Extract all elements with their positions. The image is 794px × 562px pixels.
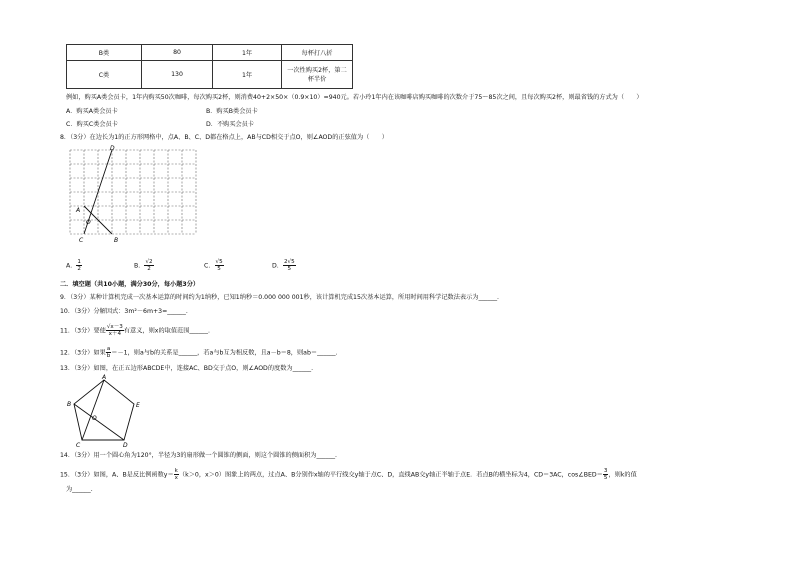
fraction: $\frac{a}{b}$ (106, 346, 111, 359)
table-cell: 80 (142, 45, 213, 61)
label-b: B (67, 401, 72, 408)
label-a: A (102, 374, 107, 381)
option-b: B．购买B类会员卡 (206, 108, 258, 115)
fraction: $\frac{2√5}{5}$ (283, 259, 295, 272)
option-d: D．不购买会员卡 (206, 121, 255, 128)
option-c: C．购买C类会员卡 (66, 121, 118, 128)
question-9: 9．（3分）某种计算机完成一次基本运算的时间约为1纳秒，已知1纳秒＝0.000 000 001秒，该计算机完成15次基本运算，所用时间用科学记数法表示为______. (60, 294, 500, 301)
example-text: 例如，购买A类会员卡，1年内购买50次咖啡，每次购买2杯，则消费40+2×50×（0.9×10）=940元。若小玲1年内在该咖啡店购买咖啡的次数介于75～85次之间，且每次购买2杯，则最省钱的方式为（ ） (66, 94, 643, 101)
table-cell: C类 (67, 61, 142, 89)
question-11: 11．（3分）要使 $\frac{√x-3}{x+4}$ 有意义，则x的取值范围______. (60, 324, 210, 337)
question-12: 12．（3分）如果 $\frac{a}{b}$ ＝－1，则a与b的关系是______，若a与b互为相反数，且a－b＝8，则ab＝______. (60, 346, 338, 359)
fraction: $\frac{√5}{5}$ (215, 259, 223, 272)
question-14: 14．（3分）用一个圆心角为120°，半径为3的扇形做一个圆锥的侧面，则这个圆锥的侧面积为______. (60, 452, 338, 459)
fraction: $\frac{1}{2}$ (77, 259, 81, 272)
q8-option-b: B． $\frac{√2}{2}$ (134, 259, 153, 272)
cell-line: 一次性购买2杯，第二 (287, 66, 347, 74)
label-d: D (123, 442, 128, 448)
label-c: C (76, 442, 81, 448)
label-o: O (86, 219, 91, 226)
table-cell: 130 (142, 61, 213, 89)
label-d: D (110, 145, 115, 152)
membership-table (66, 44, 353, 89)
label-o: O (92, 415, 97, 422)
cell-line: 杯半价 (307, 75, 327, 83)
diagonal-bd (74, 404, 124, 440)
fraction: $\frac{√x-3}{x+4}$ (106, 324, 123, 337)
question-15-line2: 为______. (66, 486, 93, 493)
option-a: A．购买A类会员卡 (66, 108, 118, 115)
label-c: C (79, 237, 84, 244)
grid-figure (62, 144, 202, 256)
q8-option-c: C． $\frac{√5}{5}$ (204, 259, 223, 272)
table-cell: 每杯打八折 (282, 45, 353, 61)
label-b: B (114, 237, 119, 244)
label-e: E (136, 402, 140, 409)
table-cell: 1年 (213, 61, 282, 89)
fraction: $\frac{k}{x}$ (174, 468, 178, 481)
question-15: 15．（3分）如图，A、B是反比例函数y＝ $\frac{k}{x}$ （k＞0，x＞0）图象上的两点，过点A、B分别作x轴的平行线交y轴于点C、D，直线AB交y轴正半轴于点E．若点B的横坐标为4，CD＝3AC，cos∠BED＝ $\frac{3}{5}$ ，则k的值 (60, 468, 637, 481)
fraction: $\frac{√2}{2}$ (145, 259, 153, 272)
table-row (67, 61, 353, 89)
table-cell (282, 61, 353, 89)
question-13: 13．（3分）如图，在正五边形ABCDE中，连接AC、BD交于点O，则∠AOD的度数为______. (60, 365, 314, 372)
pentagon-figure (62, 374, 152, 448)
q8-option-a: A． $\frac{1}{2}$ (66, 259, 81, 272)
q8-option-d: D． $\frac{2√5}{5}$ (272, 259, 295, 272)
fraction: $\frac{3}{5}$ (603, 468, 608, 481)
table-row (67, 45, 353, 61)
label-a: A (76, 207, 81, 214)
question-10: 10．（3分）分解因式：3m²－6m+3=______. (60, 308, 188, 315)
table-cell: 1年 (213, 45, 282, 61)
section-heading: 二．填空题（共10小题，满分30分，每小题3分） (60, 281, 200, 288)
question-8: 8．（3分）在边长为1的正方形网格中，点A、B、C、D都在格点上，AB与CD相交于点O，则∠AOD的正弦值为（ ） (60, 134, 388, 141)
table-cell: B类 (67, 45, 142, 61)
